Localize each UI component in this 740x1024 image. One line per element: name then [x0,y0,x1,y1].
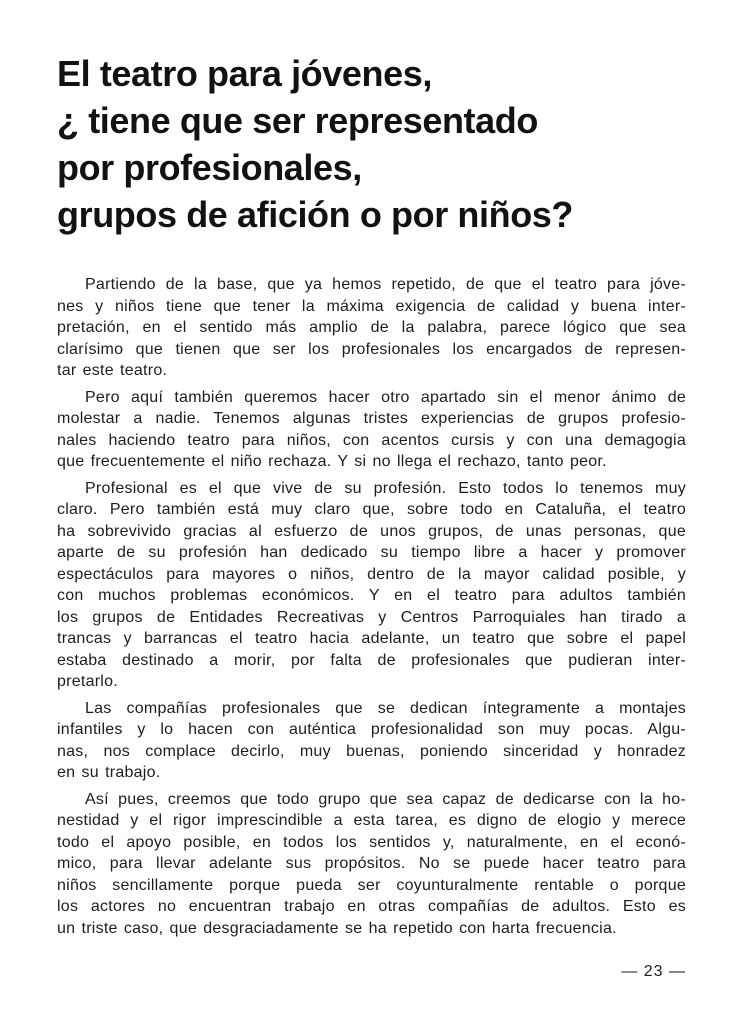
text-line: aparte de su profesión han dedicado su tiempo libre a hacer y promover [57,544,686,561]
text-line: pretarlo. [57,673,118,690]
text-line: Las compañías profesionales que se dedican íntegramente a montajes [85,699,686,717]
paragraph [57,478,686,693]
title-line-4: grupos de afición o por niños? [57,194,573,235]
text-line: pretación, en el sentido más amplio de la palabra, parece lógico que sea [57,319,686,336]
text-line: un triste caso, que desgraciadamente se ha repetido con harta frecuencia. [57,919,617,937]
text-line: trancas y barrancas el teatro hacia adelante, un teatro que sobre el papel [57,630,686,647]
text-line: claro. Pero también está muy claro que, sobre todo en Cataluña, el teatro [57,501,686,518]
paragraph [57,274,686,382]
text-line: Partiendo de la base, que ya hemos repetido, de que el teatro para jóve- [85,276,686,293]
text-line: nales haciendo teatro para niños, con acentos cursis y con una demagogia [57,431,686,449]
text-line: clarísimo que tienen que ser los profesionales los encargados de represen- [57,340,686,358]
text-line: los actores no encuentran trabajo en otras compañías de adultos. Esto es [57,898,686,915]
text-line: infantiles y lo hacen con auténtica profesionalidad son muy pocas. Algu- [57,721,686,738]
text-line: Así pues, creemos que todo grupo que sea capaz de dedicarse con la ho- [85,790,686,808]
text-line: tar este teatro. [57,362,168,379]
article-title [57,50,686,238]
body-paragraphs [57,274,686,939]
paragraph [57,387,686,473]
text-line: nestidad y el rigor imprescindible a esta tarea, es digno de elogio y merece [57,812,686,829]
text-line: niños sencillamente porque pueda ser coyunturalmente rentable o porque [57,876,686,894]
text-line: espectáculos para mayores o niños, dentro de la mayor calidad posible, y [57,565,686,583]
text-line: Profesional es el que vive de su profesión. Esto todos lo tenemos muy [85,479,686,497]
paragraph [57,698,686,784]
text-line: en su trabajo. [57,764,161,781]
paragraph [57,789,686,940]
page-number: — 23 — [621,963,686,980]
text-line: que frecuentemente el niño rechaza. Y si no llega el rechazo, tanto peor. [57,453,607,470]
text-line: Pero aquí también queremos hacer otro apartado sin el menor ánimo de [85,388,686,406]
text-line: ha sobrevivido gracias al esfuerzo de unos grupos, de unas personas, que [57,522,686,540]
text-line: estaba destinado a morir, por falta de profesionales que pudieran inter- [57,651,686,669]
title-line-2: ¿ tiene que ser representado [57,100,538,141]
text-line: mico, para llevar adelante sus propósitos. No se puede hacer teatro para [57,855,686,872]
text-line: los grupos de Entidades Recreativas y Centros Parroquiales han tirado a [57,608,686,626]
text-line: todo el apoyo posible, en todos los sentidos y, naturalmente, en el econó- [57,833,686,851]
title-line-3: por profesionales, [57,147,362,188]
title-line-1: El teatro para jóvenes, [57,53,432,94]
text-line: con muchos problemas económicos. Y en el teatro para adultos también [57,587,686,604]
text-line: nes y niños tiene que tener la máxima exigencia de calidad y buena inter- [57,297,686,315]
text-line: nas, nos complace decirlo, muy buenas, poniendo sinceridad y honradez [57,742,686,760]
text-line: molestar a nadie. Tenemos algunas tristes experiencias de grupos profesio- [57,410,686,427]
